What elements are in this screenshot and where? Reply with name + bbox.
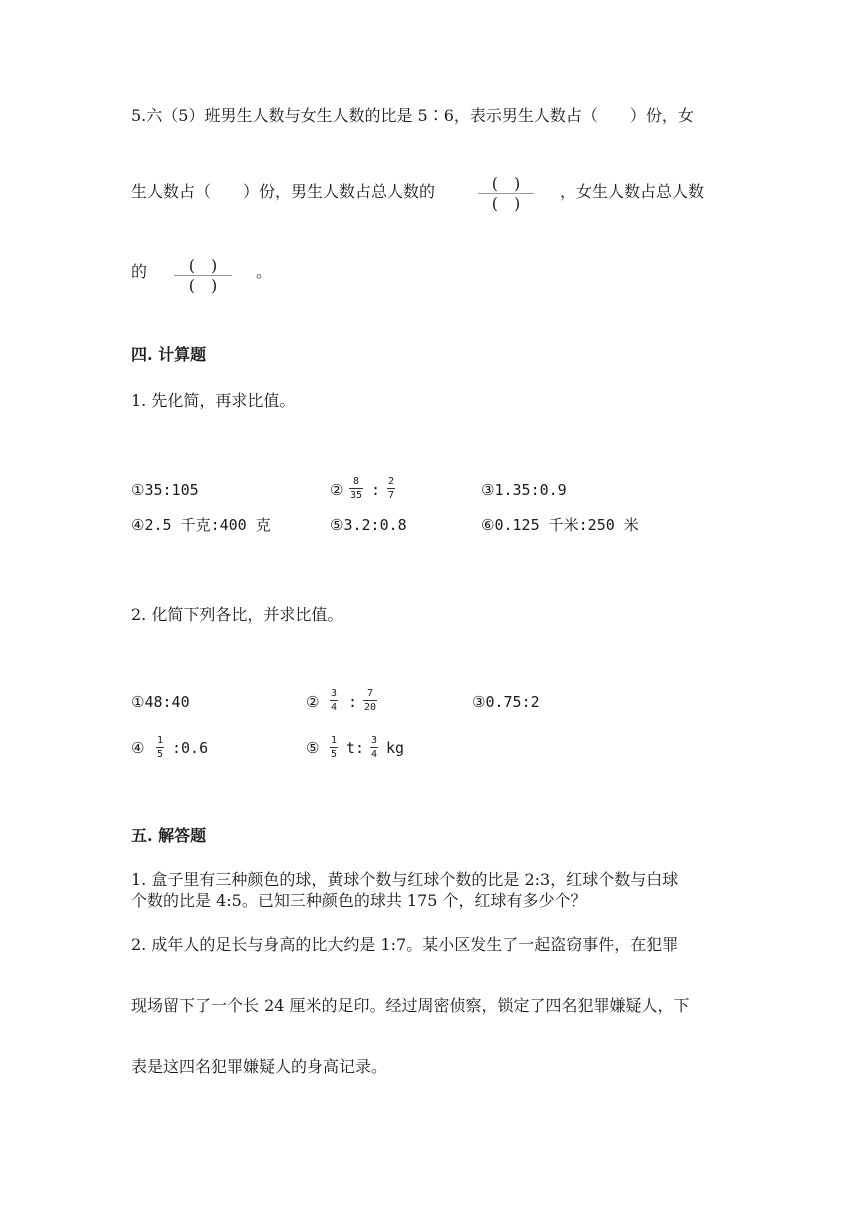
circled-number: ④: [131, 516, 145, 534]
numerator: 1: [157, 735, 164, 746]
blank-numerator: ( ): [188, 256, 218, 275]
denominator: 4: [331, 702, 338, 713]
q1-item-1: [131, 480, 199, 500]
q5-line3-part2: 。: [256, 262, 273, 281]
numerator: 7: [367, 688, 374, 699]
fraction-bar: [330, 747, 338, 748]
fraction-bar: [387, 488, 395, 489]
q5-blank-fraction-female: [174, 256, 232, 295]
fraction-1-5: [330, 735, 338, 760]
denominator: 20: [364, 702, 377, 713]
numerator: 2: [388, 476, 395, 487]
q1-item-2: [330, 480, 343, 500]
q2-item-2: [306, 692, 319, 712]
expression: 2.5 千克:400 克: [144, 516, 271, 534]
denominator: 5: [331, 749, 338, 760]
unit-t-colon: t:: [346, 739, 365, 757]
section5-title: 五. 解答题: [131, 826, 207, 845]
q2-item-1: [131, 692, 190, 712]
expression: 0.125 千米:250 米: [494, 516, 639, 534]
circled-number: ①: [131, 693, 145, 711]
section4-title: 四. 计算题: [131, 345, 207, 364]
q5-line3-part1: 的: [131, 262, 148, 281]
q2-item-5: [306, 738, 319, 758]
ratio-colon: :: [348, 693, 358, 711]
denominator: 35: [350, 490, 363, 501]
numerator: 3: [371, 735, 378, 746]
fraction-bar: [370, 747, 378, 748]
fraction-2-7: [387, 476, 395, 501]
expression: :0.6: [172, 739, 209, 757]
ratio-colon: :: [371, 481, 381, 499]
section5-q1-line1: 1. 盒子里有三种颜色的球，黄球个数与红球个数的比是 2:3，红球个数与白球: [131, 870, 679, 889]
fraction-bar: [156, 747, 164, 748]
expression: 48:40: [144, 693, 190, 711]
expression: 1.35:0.9: [494, 481, 567, 499]
section5-q2-line2: 现场留下了一个长 24 厘米的足印。经过周密侦察，锁定了四名犯罪嫌疑人，下: [131, 996, 690, 1015]
fraction-3-4: [330, 688, 338, 713]
unit-kg: kg: [386, 739, 405, 757]
circled-number: ②: [330, 481, 344, 499]
denominator: 4: [371, 749, 378, 760]
numerator: 8: [353, 476, 360, 487]
section4-q2-prompt: 2. 化简下列各比，并求比值。: [131, 605, 344, 624]
q1-item-3: [481, 480, 567, 500]
fraction-bar: [330, 700, 338, 701]
numerator: 1: [331, 735, 338, 746]
fraction-8-35: [349, 476, 363, 501]
circled-number: ②: [306, 693, 320, 711]
circled-number: ④: [131, 739, 145, 757]
denominator: 7: [388, 490, 395, 501]
q1-item-4: [131, 515, 271, 535]
q2-item-3: [472, 692, 540, 712]
q5-blank-fraction-male: [478, 174, 534, 213]
fraction-7-20: [363, 688, 377, 713]
fraction-1-5: [156, 735, 164, 760]
q5-line2-part1: 生人数占（ ）份，男生人数占总人数的: [131, 182, 436, 201]
numerator: 3: [331, 688, 338, 699]
q1-item-5: [330, 515, 407, 535]
fraction-3-4: [370, 735, 378, 760]
fraction-bar: [363, 700, 377, 701]
denominator: 5: [157, 749, 164, 760]
circled-number: ⑤: [306, 739, 320, 757]
section4-q1-prompt: 1. 先化简，再求比值。: [131, 391, 296, 410]
expression: 35:105: [144, 481, 199, 499]
q2-item-4: [131, 738, 144, 758]
blank-denominator: ( ): [188, 276, 218, 295]
circled-number: ①: [131, 481, 145, 499]
q5-line2-part2: ，女生人数占总人数: [560, 182, 705, 201]
q1-item-6: [481, 515, 639, 535]
expression: 0.75:2: [485, 693, 540, 711]
circled-number: ③: [472, 693, 486, 711]
blank-numerator: ( ): [491, 174, 521, 193]
circled-number: ⑤: [330, 516, 344, 534]
fraction-bar: [349, 488, 363, 489]
blank-denominator: ( ): [491, 194, 521, 213]
section5-q2-line1: 2. 成年人的足长与身高的比大约是 1:7。某小区发生了一起盗窃事件，在犯罪: [131, 935, 679, 954]
circled-number: ⑥: [481, 516, 495, 534]
section5-q2-line3: 表是这四名犯罪嫌疑人的身高记录。: [131, 1057, 388, 1076]
expression: 3.2:0.8: [343, 516, 407, 534]
circled-number: ③: [481, 481, 495, 499]
section5-q1-line2: 个数的比是 4:5。已知三种颜色的球共 175 个，红球有多少个？: [131, 891, 587, 910]
q5-line1: 5.六（5）班男生人数与女生人数的比是 5∶6，表示男生人数占（ ）份，女: [131, 106, 694, 125]
